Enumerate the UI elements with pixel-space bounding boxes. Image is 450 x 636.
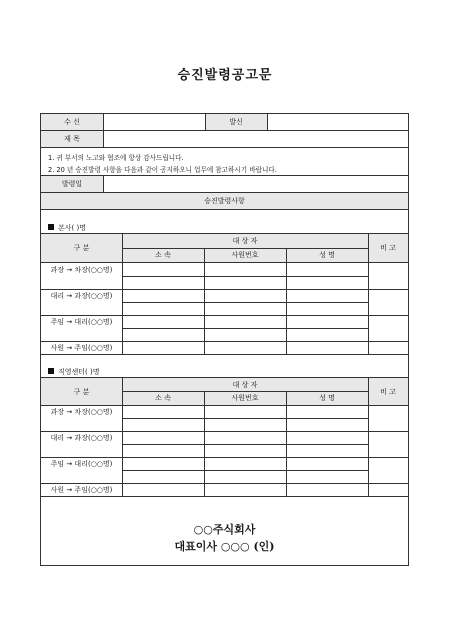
recipient-label: 수 신 (41, 114, 103, 130)
divider (368, 234, 369, 354)
body-line-1: 1. 귀 부서의 노고와 협조에 항상 감사드립니다. (48, 154, 184, 162)
sender-label: 발신 (205, 114, 267, 130)
divider (122, 378, 123, 496)
sub-col-dept: 소 속 (122, 391, 204, 405)
divider (122, 276, 368, 277)
square-bullet-icon (48, 224, 54, 230)
table-row: 주임 → 대리(○○명) (50, 459, 113, 468)
square-bullet-icon (48, 368, 54, 374)
divider (40, 209, 409, 210)
body-line-2: 2. 20 년 승진발령 사항을 다음과 같이 공지하오니 업무에 참고하시기 바랍니다. (48, 166, 277, 174)
divider (103, 131, 104, 147)
section-label-text: 본사( )명 (58, 224, 86, 232)
section-label-hq (48, 223, 86, 233)
divider (122, 328, 368, 329)
date-field[interactable] (103, 176, 408, 192)
table-row: 대리 → 과장(○○명) (50, 433, 113, 442)
col-target-header: 대 상 자 (122, 378, 368, 391)
page-title: 승진발령공고문 (177, 68, 273, 83)
section-label-text: 직영센터( )명 (58, 368, 100, 376)
col-note-header: 비 고 (368, 378, 408, 405)
col-target-header: 대 상 자 (122, 234, 368, 248)
table-row: 주임 → 대리(○○명) (50, 317, 113, 326)
divider (103, 114, 104, 130)
sub-col-name: 성 명 (286, 391, 368, 405)
detail-title: 승진발령사항 (41, 193, 408, 209)
table-row: 사원 → 주임(○○명) (50, 485, 113, 494)
col-note-header: 비 고 (368, 234, 408, 262)
divider (40, 147, 409, 148)
divider (204, 248, 205, 354)
divider (286, 391, 287, 496)
divider (103, 176, 104, 192)
sender-field[interactable] (267, 114, 408, 130)
table-bottom-line (40, 496, 409, 497)
sub-col-employee-no: 사원번호 (204, 391, 286, 405)
sub-col-name: 성 명 (286, 248, 368, 262)
section-label-center (48, 367, 100, 377)
sub-col-dept: 소 속 (122, 248, 204, 262)
divider (368, 378, 369, 496)
divider (122, 248, 368, 249)
table-row: 과장 → 차장(○○명) (50, 265, 113, 274)
divider (122, 391, 368, 392)
company-name: ○○주식회사 (193, 523, 256, 536)
subject-field[interactable] (103, 131, 408, 147)
date-label: 발령일 (41, 176, 103, 192)
sub-col-employee-no: 사원번호 (204, 248, 286, 262)
table-row: 과장 → 차장(○○명) (50, 407, 113, 416)
recipient-field[interactable] (103, 114, 205, 130)
table-bottom-line (40, 354, 409, 355)
table-row: 사원 → 주임(○○명) (50, 343, 113, 352)
divider (122, 444, 368, 445)
divider (122, 470, 368, 471)
col-category-header: 구 분 (41, 234, 122, 262)
table-row: 대리 → 과장(○○명) (50, 291, 113, 300)
divider (204, 391, 205, 496)
divider (205, 114, 206, 130)
col-category-header: 구 분 (41, 378, 122, 405)
subject-label: 제 목 (41, 131, 103, 147)
divider (122, 234, 123, 354)
divider (122, 302, 368, 303)
divider (286, 248, 287, 354)
divider (267, 114, 268, 130)
divider (122, 418, 368, 419)
ceo-signature: 대표이사 ○○○ (인) (174, 540, 275, 553)
